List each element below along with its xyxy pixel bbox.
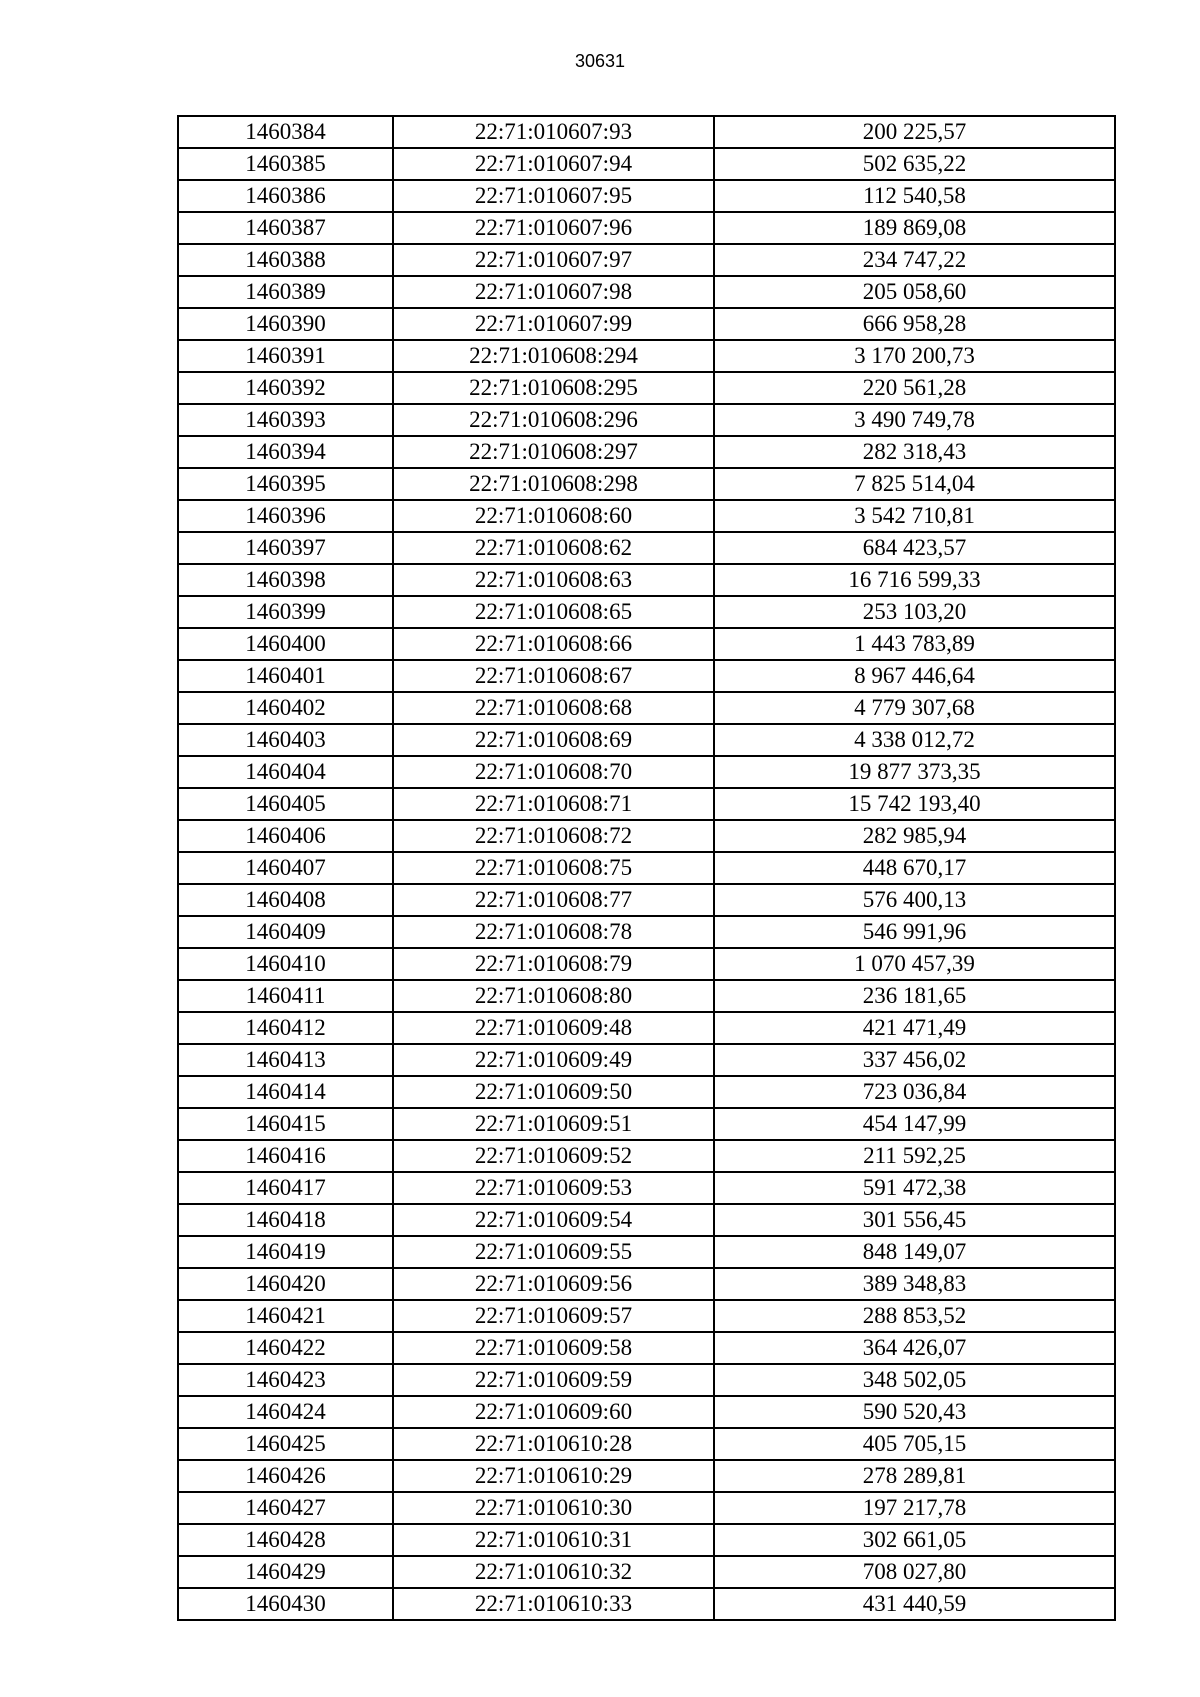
row-number-cell: 1460398: [178, 564, 393, 596]
cadastral-number-cell: 22:71:010609:50: [393, 1076, 714, 1108]
row-number-cell: 1460418: [178, 1204, 393, 1236]
cadastral-number-cell: 22:71:010607:99: [393, 308, 714, 340]
row-number-cell: 1460386: [178, 180, 393, 212]
value-cell: 723 036,84: [714, 1076, 1115, 1108]
value-cell: 3 490 749,78: [714, 404, 1115, 436]
value-cell: 4 338 012,72: [714, 724, 1115, 756]
table-row: [178, 1172, 1115, 1204]
row-number-cell: 1460425: [178, 1428, 393, 1460]
value-cell: 421 471,49: [714, 1012, 1115, 1044]
table-row: [178, 788, 1115, 820]
table-row: [178, 500, 1115, 532]
table-row: [178, 1524, 1115, 1556]
cadastral-number-cell: 22:71:010608:72: [393, 820, 714, 852]
cadastral-number-cell: 22:71:010608:63: [393, 564, 714, 596]
table-row: [178, 1140, 1115, 1172]
cadastral-number-cell: 22:71:010609:55: [393, 1236, 714, 1268]
row-number-cell: 1460416: [178, 1140, 393, 1172]
value-cell: 288 853,52: [714, 1300, 1115, 1332]
row-number-cell: 1460406: [178, 820, 393, 852]
row-number-cell: 1460424: [178, 1396, 393, 1428]
cadastral-number-cell: 22:71:010609:56: [393, 1268, 714, 1300]
value-cell: 236 181,65: [714, 980, 1115, 1012]
value-cell: 200 225,57: [714, 116, 1115, 148]
value-cell: 405 705,15: [714, 1428, 1115, 1460]
table-row: [178, 820, 1115, 852]
table-row: [178, 1556, 1115, 1588]
value-cell: 389 348,83: [714, 1268, 1115, 1300]
cadastral-number-cell: 22:71:010607:98: [393, 276, 714, 308]
table-row: [178, 1332, 1115, 1364]
value-cell: 684 423,57: [714, 532, 1115, 564]
row-number-cell: 1460429: [178, 1556, 393, 1588]
cadastral-number-cell: 22:71:010607:95: [393, 180, 714, 212]
cadastral-number-cell: 22:71:010608:65: [393, 596, 714, 628]
data-table: [177, 115, 1116, 1621]
row-number-cell: 1460384: [178, 116, 393, 148]
table-row: [178, 1460, 1115, 1492]
table-row: [178, 756, 1115, 788]
cadastral-number-cell: 22:71:010609:52: [393, 1140, 714, 1172]
table-row: [178, 628, 1115, 660]
row-number-cell: 1460394: [178, 436, 393, 468]
cadastral-number-cell: 22:71:010608:71: [393, 788, 714, 820]
cadastral-number-cell: 22:71:010610:30: [393, 1492, 714, 1524]
row-number-cell: 1460427: [178, 1492, 393, 1524]
table-row: [178, 660, 1115, 692]
value-cell: 278 289,81: [714, 1460, 1115, 1492]
cadastral-number-cell: 22:71:010608:75: [393, 852, 714, 884]
row-number-cell: 1460412: [178, 1012, 393, 1044]
cadastral-number-cell: 22:71:010607:94: [393, 148, 714, 180]
cadastral-number-cell: 22:71:010608:294: [393, 340, 714, 372]
cadastral-number-cell: 22:71:010608:69: [393, 724, 714, 756]
value-cell: 337 456,02: [714, 1044, 1115, 1076]
value-cell: 3 170 200,73: [714, 340, 1115, 372]
row-number-cell: 1460405: [178, 788, 393, 820]
table-body: [178, 116, 1115, 1620]
value-cell: 590 520,43: [714, 1396, 1115, 1428]
table-row: [178, 1204, 1115, 1236]
cadastral-number-cell: 22:71:010608:67: [393, 660, 714, 692]
row-number-cell: 1460396: [178, 500, 393, 532]
table-row: [178, 180, 1115, 212]
value-cell: 364 426,07: [714, 1332, 1115, 1364]
table-row: [178, 1492, 1115, 1524]
cadastral-number-cell: 22:71:010608:62: [393, 532, 714, 564]
value-cell: 708 027,80: [714, 1556, 1115, 1588]
cadastral-number-cell: 22:71:010610:29: [393, 1460, 714, 1492]
row-number-cell: 1460421: [178, 1300, 393, 1332]
table-row: [178, 1076, 1115, 1108]
cadastral-number-cell: 22:71:010607:97: [393, 244, 714, 276]
table-row: [178, 596, 1115, 628]
table-row: [178, 116, 1115, 148]
value-cell: 282 985,94: [714, 820, 1115, 852]
value-cell: 576 400,13: [714, 884, 1115, 916]
row-number-cell: 1460391: [178, 340, 393, 372]
value-cell: 431 440,59: [714, 1588, 1115, 1620]
cadastral-number-cell: 22:71:010608:60: [393, 500, 714, 532]
value-cell: 7 825 514,04: [714, 468, 1115, 500]
cadastral-number-cell: 22:71:010609:48: [393, 1012, 714, 1044]
table-row: [178, 1108, 1115, 1140]
cadastral-number-cell: 22:71:010608:296: [393, 404, 714, 436]
row-number-cell: 1460411: [178, 980, 393, 1012]
cadastral-number-cell: 22:71:010610:31: [393, 1524, 714, 1556]
cadastral-number-cell: 22:71:010608:298: [393, 468, 714, 500]
cadastral-number-cell: 22:71:010607:93: [393, 116, 714, 148]
row-number-cell: 1460419: [178, 1236, 393, 1268]
row-number-cell: 1460407: [178, 852, 393, 884]
cadastral-number-cell: 22:71:010608:78: [393, 916, 714, 948]
cadastral-number-cell: 22:71:010608:79: [393, 948, 714, 980]
row-number-cell: 1460410: [178, 948, 393, 980]
value-cell: 348 502,05: [714, 1364, 1115, 1396]
row-number-cell: 1460430: [178, 1588, 393, 1620]
cadastral-number-cell: 22:71:010609:60: [393, 1396, 714, 1428]
row-number-cell: 1460413: [178, 1044, 393, 1076]
table-row: [178, 532, 1115, 564]
table-row: [178, 564, 1115, 596]
table-row: [178, 1044, 1115, 1076]
row-number-cell: 1460393: [178, 404, 393, 436]
table-row: [178, 244, 1115, 276]
value-cell: 848 149,07: [714, 1236, 1115, 1268]
value-cell: 234 747,22: [714, 244, 1115, 276]
value-cell: 502 635,22: [714, 148, 1115, 180]
value-cell: 19 877 373,35: [714, 756, 1115, 788]
value-cell: 1 443 783,89: [714, 628, 1115, 660]
row-number-cell: 1460426: [178, 1460, 393, 1492]
row-number-cell: 1460390: [178, 308, 393, 340]
value-cell: 189 869,08: [714, 212, 1115, 244]
cadastral-number-cell: 22:71:010607:96: [393, 212, 714, 244]
table-row: [178, 276, 1115, 308]
row-number-cell: 1460401: [178, 660, 393, 692]
cadastral-number-cell: 22:71:010608:80: [393, 980, 714, 1012]
value-cell: 16 716 599,33: [714, 564, 1115, 596]
cadastral-number-cell: 22:71:010609:57: [393, 1300, 714, 1332]
value-cell: 220 561,28: [714, 372, 1115, 404]
page-number: 30631: [574, 51, 626, 71]
table-row: [178, 852, 1115, 884]
cadastral-number-cell: 22:71:010609:54: [393, 1204, 714, 1236]
row-number-cell: 1460392: [178, 372, 393, 404]
row-number-cell: 1460402: [178, 692, 393, 724]
value-cell: 282 318,43: [714, 436, 1115, 468]
value-cell: 666 958,28: [714, 308, 1115, 340]
cadastral-number-cell: 22:71:010609:49: [393, 1044, 714, 1076]
cadastral-number-cell: 22:71:010610:33: [393, 1588, 714, 1620]
row-number-cell: 1460422: [178, 1332, 393, 1364]
cadastral-number-cell: 22:71:010609:59: [393, 1364, 714, 1396]
table-row: [178, 724, 1115, 756]
row-number-cell: 1460423: [178, 1364, 393, 1396]
cadastral-number-cell: 22:71:010608:68: [393, 692, 714, 724]
value-cell: 112 540,58: [714, 180, 1115, 212]
row-number-cell: 1460428: [178, 1524, 393, 1556]
table-row: [178, 1588, 1115, 1620]
table-row: [178, 1236, 1115, 1268]
cadastral-number-cell: 22:71:010609:53: [393, 1172, 714, 1204]
table-row: [178, 1300, 1115, 1332]
row-number-cell: 1460415: [178, 1108, 393, 1140]
value-cell: 8 967 446,64: [714, 660, 1115, 692]
table-row: [178, 1396, 1115, 1428]
row-number-cell: 1460414: [178, 1076, 393, 1108]
row-number-cell: 1460395: [178, 468, 393, 500]
row-number-cell: 1460399: [178, 596, 393, 628]
value-cell: 3 542 710,81: [714, 500, 1115, 532]
table-row: [178, 308, 1115, 340]
table-row: [178, 148, 1115, 180]
row-number-cell: 1460404: [178, 756, 393, 788]
value-cell: 1 070 457,39: [714, 948, 1115, 980]
table-row: [178, 372, 1115, 404]
row-number-cell: 1460385: [178, 148, 393, 180]
row-number-cell: 1460409: [178, 916, 393, 948]
cadastral-number-cell: 22:71:010610:28: [393, 1428, 714, 1460]
table-row: [178, 1364, 1115, 1396]
table-row: [178, 884, 1115, 916]
value-cell: 546 991,96: [714, 916, 1115, 948]
value-cell: 591 472,38: [714, 1172, 1115, 1204]
table-row: [178, 980, 1115, 1012]
cadastral-number-cell: 22:71:010608:70: [393, 756, 714, 788]
row-number-cell: 1460387: [178, 212, 393, 244]
table-row: [178, 212, 1115, 244]
table-row: [178, 340, 1115, 372]
row-number-cell: 1460417: [178, 1172, 393, 1204]
cadastral-number-cell: 22:71:010609:58: [393, 1332, 714, 1364]
value-cell: 4 779 307,68: [714, 692, 1115, 724]
cadastral-number-cell: 22:71:010609:51: [393, 1108, 714, 1140]
row-number-cell: 1460388: [178, 244, 393, 276]
table-row: [178, 1012, 1115, 1044]
value-cell: 205 058,60: [714, 276, 1115, 308]
value-cell: 448 670,17: [714, 852, 1115, 884]
table-row: [178, 948, 1115, 980]
row-number-cell: 1460403: [178, 724, 393, 756]
row-number-cell: 1460420: [178, 1268, 393, 1300]
value-cell: 301 556,45: [714, 1204, 1115, 1236]
value-cell: 302 661,05: [714, 1524, 1115, 1556]
table-row: [178, 692, 1115, 724]
table-row: [178, 436, 1115, 468]
cadastral-number-cell: 22:71:010608:295: [393, 372, 714, 404]
value-cell: 15 742 193,40: [714, 788, 1115, 820]
cadastral-number-cell: 22:71:010608:66: [393, 628, 714, 660]
value-cell: 454 147,99: [714, 1108, 1115, 1140]
table-row: [178, 1428, 1115, 1460]
row-number-cell: 1460389: [178, 276, 393, 308]
table-row: [178, 404, 1115, 436]
row-number-cell: 1460400: [178, 628, 393, 660]
value-cell: 197 217,78: [714, 1492, 1115, 1524]
cadastral-number-cell: 22:71:010608:77: [393, 884, 714, 916]
cadastral-number-cell: 22:71:010610:32: [393, 1556, 714, 1588]
value-cell: 253 103,20: [714, 596, 1115, 628]
table-row: [178, 916, 1115, 948]
row-number-cell: 1460408: [178, 884, 393, 916]
row-number-cell: 1460397: [178, 532, 393, 564]
table-row: [178, 468, 1115, 500]
table-row: [178, 1268, 1115, 1300]
cadastral-number-cell: 22:71:010608:297: [393, 436, 714, 468]
value-cell: 211 592,25: [714, 1140, 1115, 1172]
